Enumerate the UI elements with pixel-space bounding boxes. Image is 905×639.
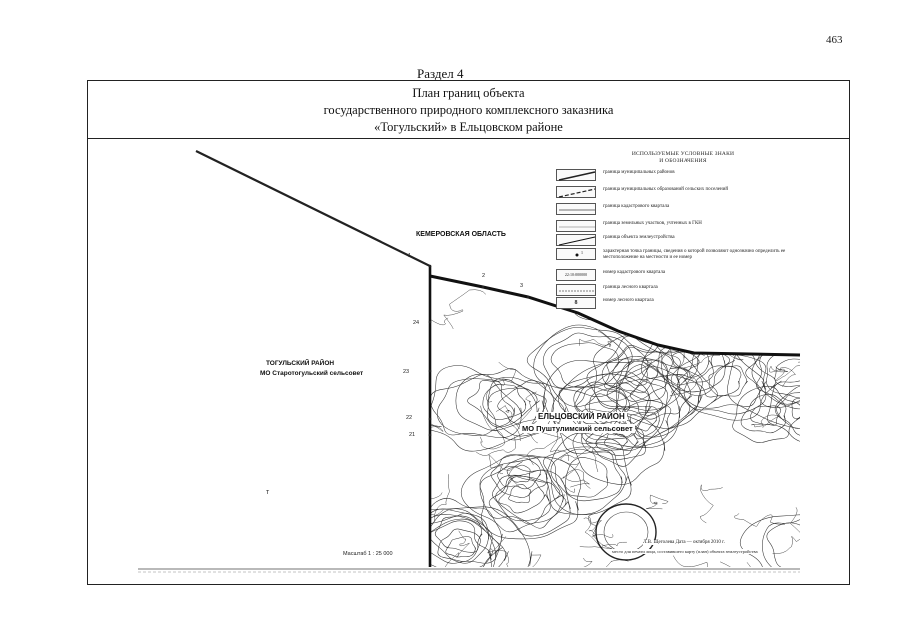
legend-heading-2: И ОБОЗНАЧЕНИЯ xyxy=(659,157,707,164)
contour-line xyxy=(414,521,493,579)
title-line-2: государственного природного комплексного заказника xyxy=(323,103,614,117)
point-label: 2 xyxy=(482,273,486,279)
contour-line xyxy=(751,406,781,425)
legend-item-forest-number: 8 номер лесного квартала xyxy=(556,297,800,311)
region-label-eltsovka: ЕЛЬЦОВСКИЙ РАЙОН xyxy=(538,412,625,421)
contour-line xyxy=(468,380,540,427)
stream-line xyxy=(775,362,816,381)
stream-line xyxy=(476,452,523,488)
stream-line xyxy=(720,562,755,584)
contour-line xyxy=(543,447,627,515)
svg-text:1: 1 xyxy=(581,250,583,255)
legend-item-forest-boundary: граница лесного квартала xyxy=(556,284,800,298)
point-label: 22 xyxy=(406,415,413,421)
map-scale: Масштаб 1 : 25 000 xyxy=(343,551,393,557)
contour-line xyxy=(425,519,502,577)
contour-line xyxy=(551,449,622,501)
stream-line xyxy=(404,310,448,338)
stream-line xyxy=(700,485,722,523)
stream-line xyxy=(734,513,784,526)
region-label-togul-sub: МО Старотогульский сельсовет xyxy=(260,370,364,377)
section-label: Раздел 4 xyxy=(417,66,464,81)
svg-text:т: т xyxy=(266,489,270,496)
contour-line xyxy=(374,507,532,584)
title-line-3: «Тогульский» в Ельцовском районе xyxy=(374,120,563,134)
point-label: 1 xyxy=(408,253,412,259)
legend-item-cadastral-boundary: граница кадастрового квартала xyxy=(556,203,800,217)
stream-line xyxy=(773,507,808,553)
region-label-kemerovo: КЕМЕРОВСКАЯ ОБЛАСТЬ xyxy=(416,231,506,238)
contour-line xyxy=(456,369,545,431)
map-area xyxy=(88,139,849,584)
contour-line xyxy=(551,343,620,388)
point-label: 3 xyxy=(520,283,524,289)
legend-heading-1: ИСПОЛЬЗУЕМЫЕ УСЛОВНЫЕ ЗНАКИ xyxy=(631,151,735,157)
contour-line xyxy=(430,374,522,437)
stream-line xyxy=(751,415,779,428)
title-line-1: План границ объекта xyxy=(412,86,525,100)
contour-line xyxy=(498,458,541,489)
title-box xyxy=(88,81,849,139)
legend-item-object-boundary: граница объекта землеустройства xyxy=(556,234,800,248)
contour-line xyxy=(630,374,692,419)
legend-item-municipal-boundary: граница муниципальных образований сельских поселений xyxy=(556,186,800,200)
point-label: 23 xyxy=(403,369,410,375)
contour-line xyxy=(446,537,476,557)
stream-line xyxy=(747,562,803,584)
stamp-caption: место для печати лица, составившего карту (план) объекта землеустройства xyxy=(612,549,758,554)
stream-line xyxy=(646,495,668,509)
legend-item-district-boundary: граница муниципальных районов xyxy=(556,169,800,183)
stream-line xyxy=(570,558,592,584)
page-number: 463 xyxy=(826,34,843,46)
region-label-togul: ТОГУЛЬСКИЙ РАЙОН xyxy=(266,360,335,367)
contour-line xyxy=(496,477,546,513)
legend-item-cadastral-number: 22:10:000000 номер кадастрового квартала xyxy=(556,269,800,283)
region-label-eltsovka-sub: МО Пуштулимский сельсовет xyxy=(522,424,633,433)
point-label: 21 xyxy=(409,432,416,438)
contour-line xyxy=(566,457,608,497)
legend-item-boundary-point: 1 характерная точка границы, сведения о которой позволяют однозначно определить ее местоположение на местности и ее номер xyxy=(556,248,800,268)
district-boundary xyxy=(196,151,430,567)
stream-line xyxy=(444,290,486,329)
stream-line xyxy=(769,366,795,387)
contour-line xyxy=(792,396,820,419)
stamp-signature: Л.В. Щеголева Дата — октября 2010 г. xyxy=(643,540,725,545)
point-label: 24 xyxy=(413,320,420,326)
contour-line xyxy=(767,376,849,443)
map-frame xyxy=(87,80,850,585)
stream-line xyxy=(673,556,708,584)
contour-line xyxy=(752,332,835,409)
map-legend xyxy=(556,151,800,308)
legend-item-land-plots: граница земельных участков, учтенных в ГКН xyxy=(556,220,800,234)
